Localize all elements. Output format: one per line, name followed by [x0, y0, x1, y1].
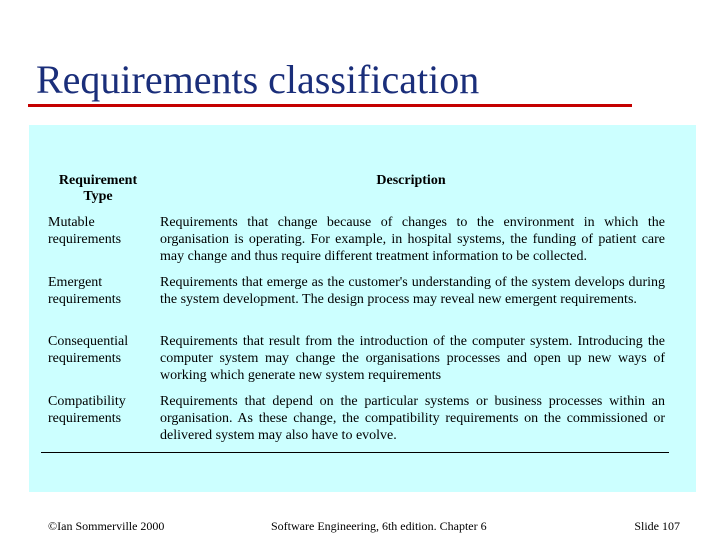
requirement-type: Mutable requirements [48, 215, 122, 247]
requirement-description: Requirements that emerge as the customer's understanding of the system develops during the system development. The design process may reveal new emergent requirements. [160, 275, 665, 307]
footer-slide-number: Slide 107 [634, 519, 680, 533]
footer-copyright: ©Ian Sommerville 2000 [48, 519, 165, 533]
slide-title: Requirements classification [36, 57, 480, 102]
requirement-description: Requirements that depend on the particular systems or business processes within an organisation. As these change, the compatibility requirements on the commissioned or delivered system may also have to evolve. [160, 394, 665, 443]
requirement-type: Compatibility requirements [48, 394, 126, 426]
requirements-table [29, 125, 696, 492]
requirement-type: Emergent requirements [48, 275, 122, 307]
table-bottom-rule [41, 452, 669, 453]
requirement-description: Requirements that result from the introduction of the computer system. Introducing the computer system may change the organisations processes and open up new ways of working which generate new system requirements [160, 334, 665, 383]
requirement-description: Requirements that change because of changes to the environment in which the organisation is operating. For example, in hospital systems, the funding of patient care may change and thus require different treatment information to be collected. [160, 215, 665, 264]
header-description: Description [376, 173, 446, 188]
title-underline [28, 104, 632, 107]
header-requirement-type: Requirement Type [58, 173, 138, 204]
footer-book-title: Software Engineering, 6th edition. Chapter 6 [271, 519, 487, 533]
requirement-type: Consequential requirements [48, 334, 129, 366]
